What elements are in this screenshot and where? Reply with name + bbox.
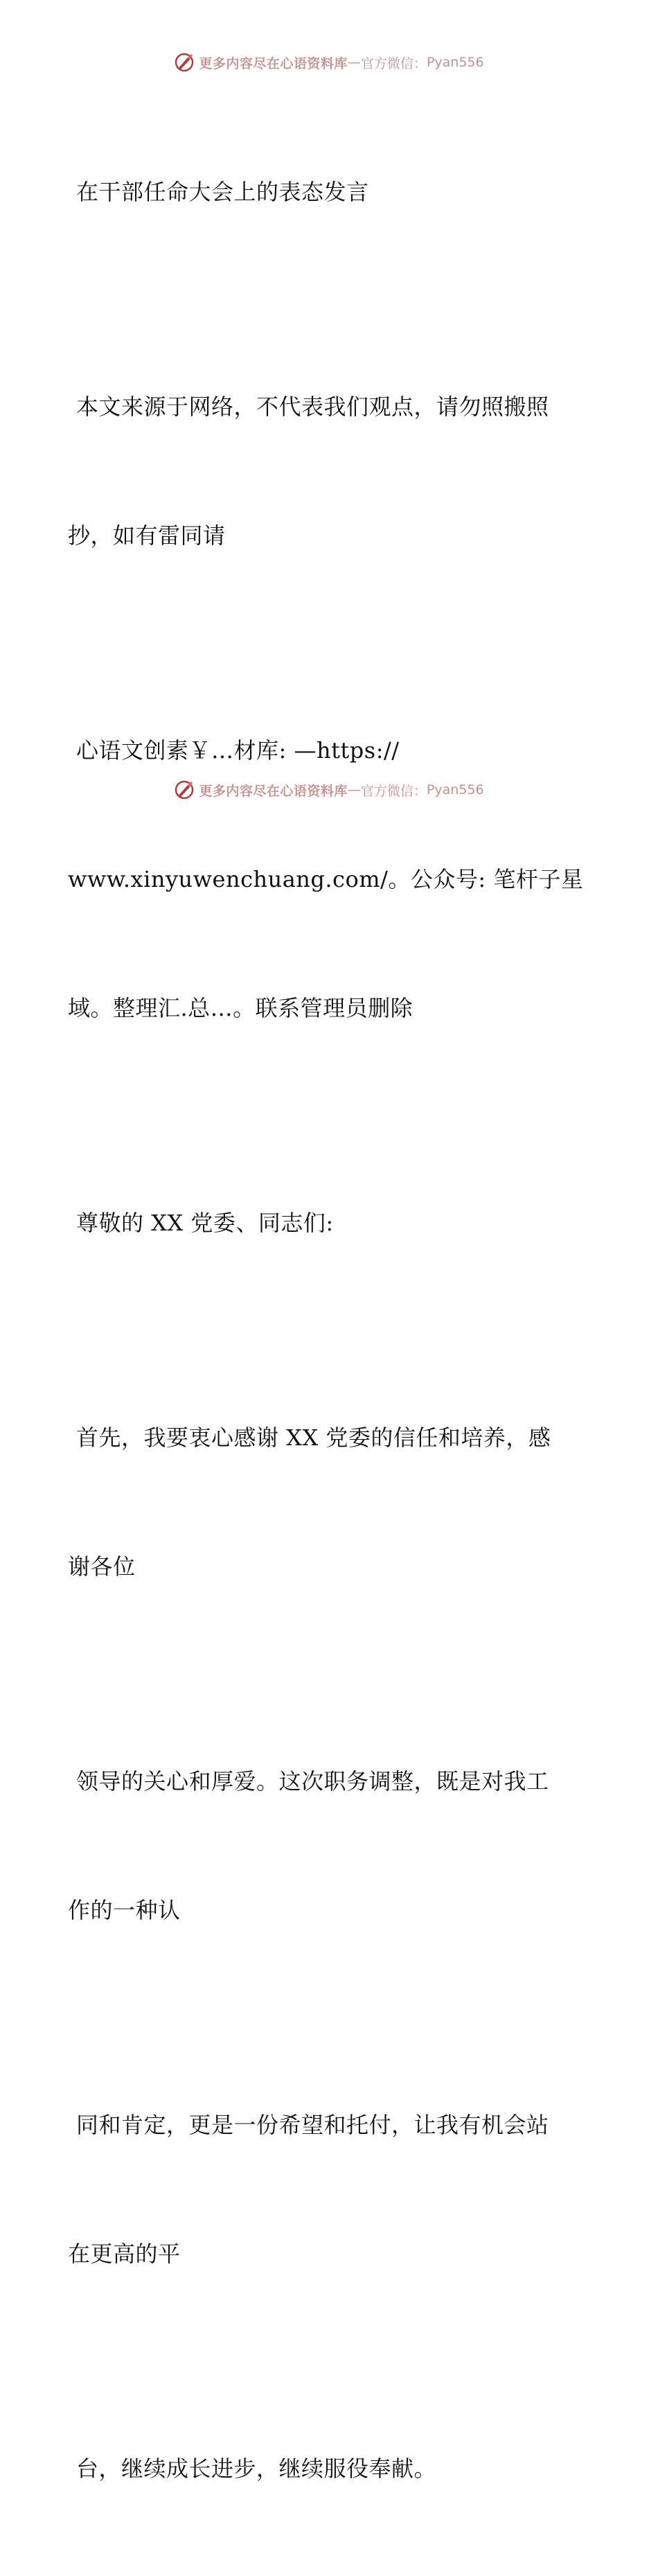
paragraph-line: 领导的关心和厚爱。这次职务调整，既是对我工 bbox=[76, 1768, 549, 1794]
watermark-wechat-id: Pyan556 bbox=[426, 55, 484, 70]
watermark-dash: — bbox=[347, 55, 361, 70]
paragraph-line: 抄，如有雷同请 bbox=[68, 522, 226, 549]
paragraph-line: 同和肯定，更是一份希望和托付，让我有机会站 bbox=[76, 2112, 549, 2138]
paragraph-line: 谢各位 bbox=[68, 1553, 136, 1580]
paragraph bbox=[68, 1330, 594, 1674]
bottom-watermark-banner bbox=[0, 776, 658, 804]
quill-pen-logo-icon bbox=[174, 779, 195, 800]
paragraph bbox=[68, 2361, 594, 2576]
paragraph bbox=[68, 1674, 594, 2018]
watermark-wechat-id: Pyan556 bbox=[426, 782, 484, 797]
watermark-dash: — bbox=[347, 782, 361, 797]
paragraph-line: www.xinyuwenchuang.com/。公众号: 笔杆子星 bbox=[68, 866, 584, 892]
document-title-text: 在干部任命大会上的表态发言 bbox=[76, 179, 369, 205]
paragraph-line: 台，继续成长进步，继续服役奉献。 bbox=[76, 2455, 437, 2482]
paragraph-line: 域。整理汇.总…。联系管理员删除 bbox=[68, 995, 414, 1021]
paragraph bbox=[68, 1115, 594, 1330]
quill-pen-logo-icon bbox=[174, 52, 195, 73]
paragraph-line: 尊敬的 XX 党委、同志们: bbox=[76, 1210, 334, 1236]
top-watermark-banner bbox=[0, 48, 658, 76]
paragraph bbox=[68, 643, 594, 1115]
watermark-wechat-label: 官方微信： bbox=[360, 783, 427, 799]
paragraph-line: 本文来源于网络，不代表我们观点，请勿照搬照 bbox=[76, 394, 549, 420]
watermark-text: 更多内容尽在心语资料库 bbox=[199, 55, 348, 71]
document-title bbox=[68, 85, 594, 299]
paragraph-line: 心语文创素￥…材库: —https:// bbox=[76, 737, 400, 764]
paragraph-line: 作的一种认 bbox=[68, 1897, 181, 1923]
paragraph bbox=[68, 299, 594, 643]
paragraph-line: 在更高的平 bbox=[68, 2241, 181, 2267]
paragraph-line: 首先，我要衷心感谢 XX 党委的信任和培养，感 bbox=[76, 1424, 551, 1451]
document-body bbox=[68, 85, 594, 2576]
paragraph bbox=[68, 2018, 594, 2361]
watermark-wechat-label: 官方微信： bbox=[360, 55, 427, 71]
watermark-text: 更多内容尽在心语资料库 bbox=[199, 783, 348, 799]
